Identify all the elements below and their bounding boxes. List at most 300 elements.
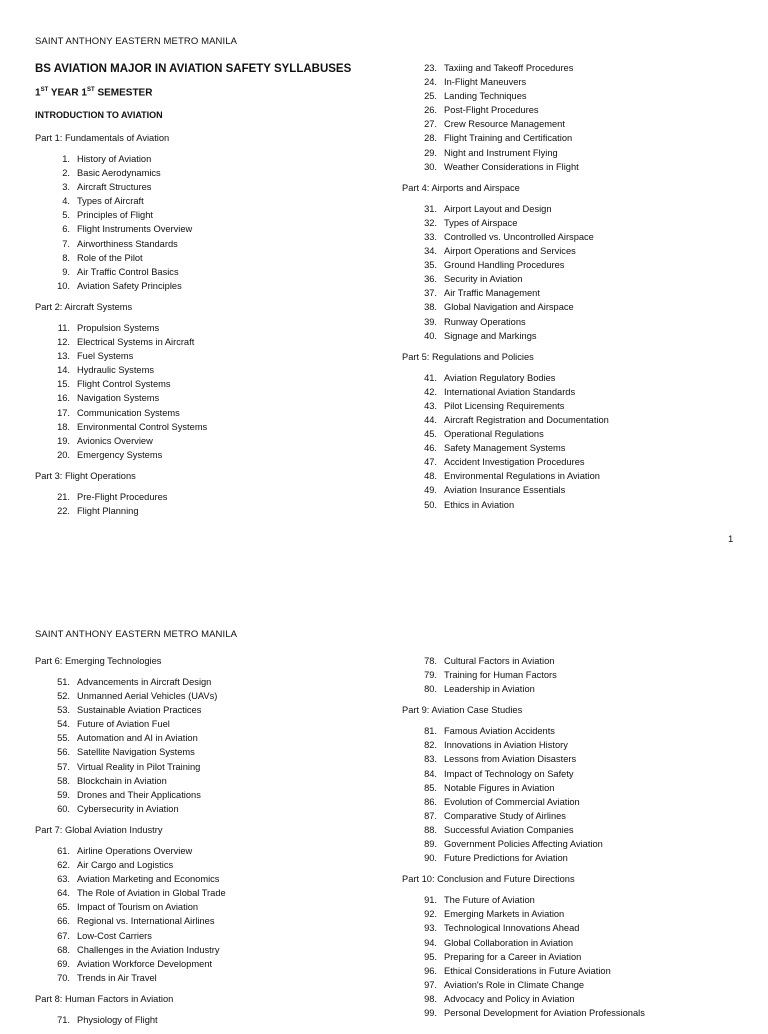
topic-list: [35, 321, 207, 462]
list-item: [402, 202, 609, 216]
item-number: 12.: [57, 337, 70, 348]
item-text: Government Policies Affecting Aviation: [444, 839, 603, 850]
item-text: Advancements in Aircraft Design: [77, 677, 212, 687]
item-text: Signage and Markings: [444, 330, 537, 341]
item-text: Flight Planning: [77, 505, 139, 516]
list-item: [35, 858, 226, 872]
item-number: 47.: [424, 457, 437, 468]
list-item: [35, 321, 207, 335]
item-number: 40.: [424, 330, 437, 341]
item-text: Successful Aviation Companies: [444, 824, 574, 835]
item-text: Regional vs. International Airlines: [77, 916, 215, 927]
part-heading: Part 8: Human Factors in Aviation: [35, 993, 174, 1004]
item-text: Virtual Reality in Pilot Training: [77, 761, 201, 772]
list-item: [35, 434, 207, 448]
item-number: 31.: [424, 203, 437, 214]
list-item: [402, 399, 609, 413]
item-number: 49.: [424, 485, 437, 496]
item-text: Impact of Tourism on Aviation: [77, 902, 199, 913]
item-number: 16.: [57, 393, 70, 404]
item-text: Low-Cost Carriers: [77, 930, 152, 941]
item-number: 70.: [57, 972, 70, 983]
item-text: Aviation Workforce Development: [77, 958, 213, 969]
topic-list: [35, 152, 207, 293]
item-number: 44.: [424, 414, 437, 425]
item-number: 15.: [57, 379, 70, 390]
item-number: 78.: [424, 656, 437, 666]
list-item: [402, 371, 609, 385]
list-item: [402, 738, 645, 752]
list-item: [35, 788, 226, 802]
item-text: Emerging Markets in Aviation: [444, 909, 565, 920]
list-item: [35, 872, 226, 886]
part-heading: Part 3: Flight Operations: [35, 470, 136, 481]
item-text: Technological Innovations Ahead: [444, 923, 580, 934]
item-text: Environmental Control Systems: [77, 421, 208, 432]
list-item: [402, 795, 645, 809]
year-number: 1: [35, 87, 41, 99]
part-heading: Part 6: Emerging Technologies: [35, 656, 162, 666]
list-item: [402, 455, 609, 469]
item-text: Safety Management Systems: [444, 443, 566, 454]
list-item: [402, 131, 609, 145]
item-text: Runway Operations: [444, 316, 526, 327]
list-item: [402, 146, 609, 160]
list-item: [35, 279, 207, 293]
item-text: Personal Development for Aviation Professionals: [444, 1007, 645, 1018]
item-number: 42.: [424, 386, 437, 397]
part-heading: Part 2: Aircraft Systems: [35, 301, 133, 312]
list-item: [35, 237, 207, 251]
item-number: 62.: [57, 860, 70, 871]
list-item: [35, 760, 226, 774]
item-number: 90.: [424, 853, 437, 864]
item-text: Future Predictions for Aviation: [444, 853, 568, 864]
list-item: [402, 893, 645, 907]
item-text: Post-Flight Procedures: [444, 105, 539, 116]
item-text: Aviation Safety Principles: [77, 280, 182, 291]
list-item: [402, 89, 609, 103]
list-item: [35, 504, 207, 518]
item-number: 22.: [57, 505, 70, 516]
list-item: [35, 844, 226, 858]
item-text: Trends in Air Travel: [77, 972, 157, 983]
list-item: [402, 837, 645, 851]
item-text: Airport Layout and Design: [444, 203, 552, 214]
part-heading: Part 1: Fundamentals of Aviation: [35, 133, 170, 143]
item-text: Blockchain in Aviation: [77, 775, 167, 786]
item-text: Fuel Systems: [77, 351, 134, 362]
item-number: 24.: [424, 77, 437, 88]
item-text: Future of Aviation Fuel: [77, 719, 170, 730]
item-text: Taxiing and Takeoff Procedures: [444, 63, 574, 73]
item-number: 96.: [424, 965, 437, 976]
item-text: Airworthiness Standards: [77, 238, 178, 249]
list-item: [402, 767, 645, 781]
document-title: BS AVIATION MAJOR IN AVIATION SAFETY SYLLABUSES: [35, 63, 352, 75]
item-text: Preparing for a Career in Aviation: [444, 951, 582, 962]
item-text: Accident Investigation Procedures: [444, 457, 585, 468]
list-item: [402, 413, 609, 427]
item-number: 83.: [424, 754, 437, 765]
institution-header: SAINT ANTHONY EASTERN METRO MANILA: [35, 629, 238, 640]
semester-word: SEMESTER: [97, 87, 153, 99]
list-item: [402, 441, 609, 455]
item-number: 84.: [424, 768, 437, 779]
item-number: 64.: [57, 888, 70, 899]
item-number: 86.: [424, 796, 437, 807]
item-number: 93.: [424, 923, 437, 934]
item-number: 36.: [424, 274, 437, 285]
list-item: [402, 103, 609, 117]
item-text: Famous Aviation Accidents: [444, 726, 555, 737]
item-number: 99.: [424, 1007, 437, 1018]
list-item: [35, 914, 226, 928]
item-number: 37.: [424, 288, 437, 299]
item-text: Satellite Navigation Systems: [77, 747, 195, 758]
list-item: [35, 194, 207, 208]
item-text: Flight Control Systems: [77, 379, 171, 390]
item-text: Night and Instrument Flying: [444, 147, 558, 158]
item-text: Air Traffic Management: [444, 288, 540, 299]
item-number: 54.: [57, 719, 70, 730]
page2-right-column: [402, 654, 645, 1027]
item-text: Types of Aircraft: [77, 196, 144, 207]
list-item: [35, 957, 226, 971]
list-item: [402, 329, 609, 343]
list-item: [35, 731, 226, 745]
item-number: 82.: [424, 740, 437, 751]
item-number: 8.: [62, 252, 70, 263]
list-item: [402, 654, 645, 668]
item-text: Crew Resource Management: [444, 119, 565, 130]
item-text: Leadership in Aviation: [444, 684, 535, 695]
year-word: YEAR: [50, 87, 79, 99]
topic-list: [402, 654, 645, 696]
item-number: 63.: [57, 874, 70, 885]
list-item: [402, 498, 609, 512]
item-number: 87.: [424, 810, 437, 821]
item-text: Impact of Technology on Safety: [444, 768, 574, 779]
item-number: 88.: [424, 824, 437, 835]
list-item: [402, 483, 609, 497]
list-item: [35, 717, 226, 731]
item-text: Ground Handling Procedures: [444, 260, 565, 271]
item-number: 56.: [57, 747, 70, 758]
list-item: [35, 152, 207, 166]
list-item: [402, 160, 609, 174]
item-number: 68.: [57, 944, 70, 955]
item-number: 69.: [57, 958, 70, 969]
item-number: 34.: [424, 246, 437, 257]
list-item: [35, 490, 207, 504]
item-text: Ethical Considerations in Future Aviation: [444, 965, 611, 976]
item-text: Training for Human Factors: [444, 670, 557, 681]
list-item: [402, 469, 609, 483]
item-number: 95.: [424, 951, 437, 962]
list-item: [35, 900, 226, 914]
part-heading: Part 4: Airports and Airspace: [402, 182, 520, 193]
item-text: The Role of Aviation in Global Trade: [77, 888, 226, 899]
item-number: 55.: [57, 733, 70, 744]
list-item: [402, 427, 609, 441]
topic-list: [35, 490, 207, 518]
list-item: [35, 377, 207, 391]
page1-left-column: [35, 131, 207, 525]
list-item: [402, 300, 609, 314]
item-text: Navigation Systems: [77, 393, 160, 404]
item-text: Evolution of Commercial Aviation: [444, 796, 580, 807]
item-number: 71.: [57, 1014, 70, 1025]
list-item: [402, 216, 609, 230]
topic-list: [35, 844, 226, 985]
item-text: Operational Regulations: [444, 429, 544, 440]
list-item: [35, 886, 226, 900]
list-item: [402, 992, 645, 1006]
item-text: Notable Figures in Aviation: [444, 782, 555, 793]
item-text: Emergency Systems: [77, 449, 163, 460]
item-number: 50.: [424, 499, 437, 510]
item-number: 65.: [57, 902, 70, 913]
course-title: INTRODUCTION TO AVIATION: [35, 110, 163, 120]
item-number: 79.: [424, 670, 437, 681]
item-text: Global Collaboration in Aviation: [444, 937, 574, 948]
institution-header: SAINT ANTHONY EASTERN METRO MANILA: [35, 36, 238, 47]
list-item: [402, 964, 645, 978]
list-item: [402, 936, 645, 950]
item-number: 91.: [424, 895, 437, 906]
list-item: [35, 689, 226, 703]
list-item: [35, 166, 207, 180]
item-text: Ethics in Aviation: [444, 499, 515, 510]
item-number: 67.: [57, 930, 70, 941]
item-number: 43.: [424, 400, 437, 411]
item-number: 28.: [424, 133, 437, 144]
topic-list: [402, 893, 645, 1020]
item-number: 45.: [424, 429, 437, 440]
item-number: 3.: [62, 182, 70, 193]
item-number: 89.: [424, 839, 437, 850]
item-text: Security in Aviation: [444, 274, 523, 285]
item-text: Innovations in Aviation History: [444, 740, 568, 751]
item-text: Weather Considerations in Flight: [444, 161, 579, 172]
semester-heading: [35, 87, 152, 98]
page1-right-column: [402, 61, 609, 519]
item-number: 61.: [57, 845, 70, 856]
item-text: Aviation Marketing and Economics: [77, 874, 220, 885]
item-number: 26.: [424, 105, 437, 116]
list-item: [402, 682, 645, 696]
item-number: 81.: [424, 726, 437, 737]
list-item: [35, 180, 207, 194]
list-item: [35, 943, 226, 957]
list-item: [35, 349, 207, 363]
list-item: [402, 272, 609, 286]
item-number: 9.: [62, 266, 70, 277]
item-number: 27.: [424, 119, 437, 130]
item-number: 38.: [424, 302, 437, 313]
list-item: [35, 222, 207, 236]
item-text: International Aviation Standards: [444, 386, 576, 397]
list-item: [402, 724, 645, 738]
list-item: [35, 802, 226, 816]
part-heading: Part 10: Conclusion and Future Directions: [402, 874, 575, 885]
topic-list: [35, 1013, 226, 1027]
item-number: 19.: [57, 435, 70, 446]
item-text: Challenges in the Aviation Industry: [77, 944, 220, 955]
item-number: 94.: [424, 937, 437, 948]
page-gap: [0, 560, 768, 610]
item-text: Global Navigation and Airspace: [444, 302, 574, 313]
list-item: [402, 315, 609, 329]
item-number: 6.: [62, 224, 70, 235]
item-number: 57.: [57, 761, 70, 772]
item-text: Role of the Pilot: [77, 252, 143, 263]
item-text: Flight Training and Certification: [444, 133, 573, 144]
item-text: Comparative Study of Airlines: [444, 810, 566, 821]
item-text: Landing Techniques: [444, 91, 527, 102]
item-text: Aircraft Structures: [77, 182, 152, 193]
document-page-2: [0, 610, 768, 1024]
item-number: 5.: [62, 210, 70, 221]
item-text: Sustainable Aviation Practices: [77, 705, 202, 716]
item-text: Automation and AI in Aviation: [77, 733, 198, 744]
list-item: [35, 265, 207, 279]
list-item: [35, 208, 207, 222]
list-item: [402, 823, 645, 837]
semester-suffix: ST: [86, 87, 95, 93]
item-text: Aircraft Registration and Documentation: [444, 414, 609, 425]
item-text: Basic Aerodynamics: [77, 168, 161, 179]
item-text: Drones and Their Applications: [77, 789, 201, 800]
item-number: 32.: [424, 217, 437, 228]
item-text: Airline Operations Overview: [77, 845, 193, 856]
page-number: 1: [728, 534, 734, 545]
list-item: [35, 335, 207, 349]
item-number: 20.: [57, 449, 70, 460]
semester-number: 1: [81, 87, 87, 99]
list-item: [35, 251, 207, 265]
item-number: 48.: [424, 471, 437, 482]
item-number: 66.: [57, 916, 70, 927]
item-number: 18.: [57, 421, 70, 432]
item-text: Communication Systems: [77, 407, 180, 418]
list-item: [402, 781, 645, 795]
part-heading: Part 5: Regulations and Policies: [402, 351, 534, 362]
list-item: [35, 929, 226, 943]
item-number: 10.: [57, 280, 70, 291]
item-text: History of Aviation: [77, 154, 152, 164]
item-number: 39.: [424, 316, 437, 327]
list-item: [402, 921, 645, 935]
item-text: Physiology of Flight: [77, 1014, 158, 1025]
item-number: 7.: [62, 238, 70, 249]
list-item: [35, 675, 226, 689]
list-item: [402, 75, 609, 89]
list-item: [35, 406, 207, 420]
item-text: Air Cargo and Logistics: [77, 860, 174, 871]
item-text: Cybersecurity in Aviation: [77, 803, 179, 814]
item-text: Pilot Licensing Requirements: [444, 400, 565, 411]
topic-list: [402, 202, 609, 343]
topic-list: [402, 61, 609, 174]
item-number: 35.: [424, 260, 437, 271]
topic-list: [402, 724, 645, 865]
item-text: Electrical Systems in Aircraft: [77, 337, 195, 348]
list-item: [402, 978, 645, 992]
list-item: [35, 391, 207, 405]
item-text: Avionics Overview: [77, 435, 153, 446]
list-item: [402, 851, 645, 865]
item-text: Pre-Flight Procedures: [77, 491, 168, 502]
item-number: 4.: [62, 196, 70, 207]
item-text: Controlled vs. Uncontrolled Airspace: [444, 231, 594, 242]
item-number: 53.: [57, 705, 70, 716]
list-item: [402, 950, 645, 964]
item-number: 2.: [62, 168, 70, 179]
item-number: 13.: [57, 351, 70, 362]
list-item: [402, 809, 645, 823]
item-number: 80.: [424, 684, 437, 695]
list-item: [402, 230, 609, 244]
list-item: [402, 1006, 645, 1020]
item-number: 60.: [57, 803, 70, 814]
item-text: Aviation Insurance Essentials: [444, 485, 566, 496]
item-text: Propulsion Systems: [77, 322, 160, 333]
item-number: 23.: [424, 63, 437, 73]
item-text: Cultural Factors in Aviation: [444, 656, 555, 666]
item-text: Hydraulic Systems: [77, 365, 154, 376]
list-item: [402, 61, 609, 75]
item-number: 11.: [57, 322, 70, 333]
list-item: [402, 286, 609, 300]
item-number: 33.: [424, 231, 437, 242]
item-text: The Future of Aviation: [444, 895, 535, 906]
list-item: [402, 244, 609, 258]
list-item: [35, 774, 226, 788]
page2-left-column: [35, 654, 226, 1034]
item-text: Advocacy and Policy in Aviation: [444, 993, 575, 1004]
item-text: Unmanned Aerial Vehicles (UAVs): [77, 691, 218, 702]
item-text: In-Flight Maneuvers: [444, 77, 527, 88]
item-text: Types of Airspace: [444, 217, 518, 228]
list-item: [35, 448, 207, 462]
list-item: [35, 745, 226, 759]
item-number: 29.: [424, 147, 437, 158]
year-suffix: ST: [40, 87, 49, 93]
item-number: 41.: [424, 372, 437, 383]
list-item: [402, 907, 645, 921]
list-item: [35, 363, 207, 377]
list-item: [402, 258, 609, 272]
list-item: [35, 420, 207, 434]
item-number: 51.: [57, 677, 70, 687]
topic-list: [35, 675, 226, 816]
topic-list: [402, 371, 609, 512]
list-item: [402, 668, 645, 682]
item-number: 1.: [62, 154, 70, 164]
item-number: 14.: [57, 365, 70, 376]
list-item: [402, 752, 645, 766]
list-item: [35, 971, 226, 985]
item-number: 58.: [57, 775, 70, 786]
item-number: 92.: [424, 909, 437, 920]
item-number: 30.: [424, 161, 437, 172]
item-number: 85.: [424, 782, 437, 793]
item-text: Environmental Regulations in Aviation: [444, 471, 600, 482]
list-item: [35, 1013, 226, 1027]
item-number: 97.: [424, 979, 437, 990]
